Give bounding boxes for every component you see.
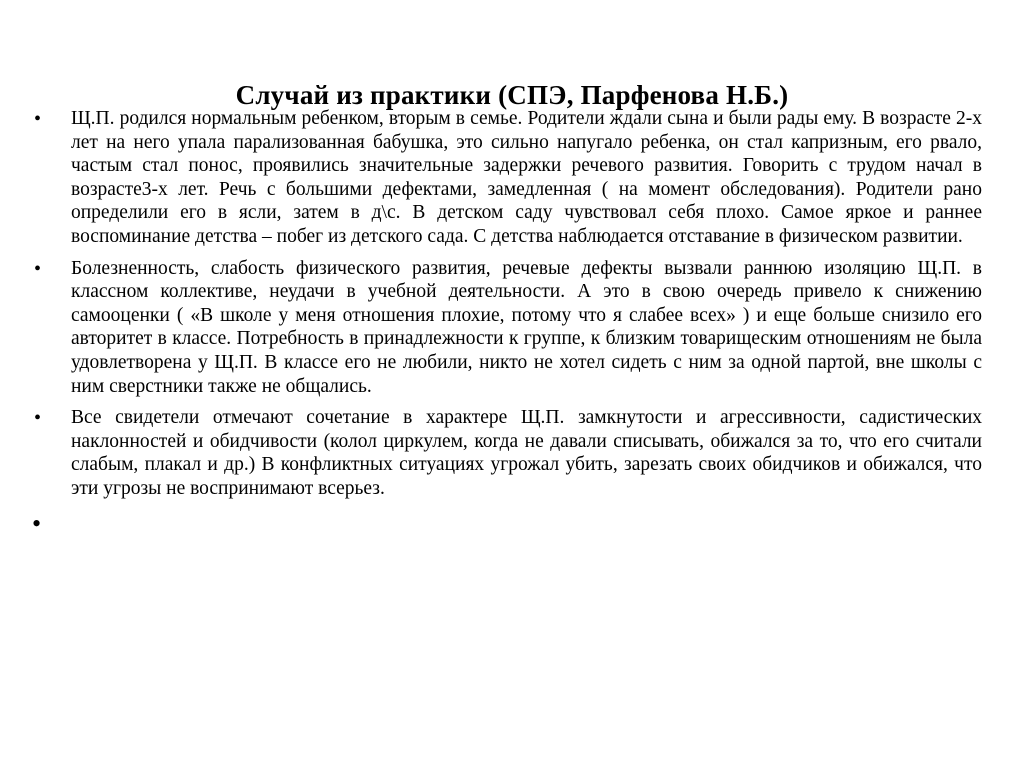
bullet-item-1 — [0, 107, 1024, 249]
bullet-item-empty — [0, 508, 1024, 538]
bullet-list — [0, 107, 1024, 540]
bullet-dot-icon: • — [34, 407, 42, 430]
bullet-dot-icon: • — [32, 508, 42, 538]
slide-title: Случай из практики (СПЭ, Парфенова Н.Б.) — [235, 80, 789, 110]
bullet-dot-icon: • — [34, 108, 42, 130]
bullet-text: Болезненность, слабость физического развития, речевые дефекты вызвали раннюю изоляцию Щ.П. в классном коллективе, неудачи в учебной деятельности. А это в свою очередь привело к снижению самооценки ( «В школе у меня отношения плохие, потому что я слабее всех» ) и еще больше снизило его авторитет в классе. Потребность в принадлежности к группе, к близким товарищеским отношениям не была удовлетворена у Щ.П. В классе его не любили, никто не хотел сидеть с ним за одной партой, вне школы с ним сверстники также не общались. — [71, 257, 982, 397]
bullet-item-3 — [0, 406, 1024, 500]
bullet-dot-icon: • — [34, 257, 42, 280]
bullet-text-empty — [71, 509, 982, 533]
bullet-text: Щ.П. родился нормальным ребенком, вторым в семье. Родители ждали сына и были рады ему. В возрасте 2-х лет на него упала парализованная бабушка, это сильно напугало ребенка, он стал капризным, его рвало, частым стал понос, проявились значительные задержки речевого развития. Говорить с трудом начал в возрасте3-х лет. Речь с большими дефектами, замедленная ( на момент обследования). Родители рано определили его в ясли, затем в д\с. В детском саду чувствовал себя плохо. Самое яркое и раннее воспоминание детства – побег из детского сада. С детства наблюдается отставание в физическом развитии. — [71, 108, 982, 247]
bullet-item-2 — [0, 257, 1024, 399]
bullet-text: Все свидетели отмечают сочетание в характере Щ.П. замкнутости и агрессивности, садистических наклонностей и обидчивости (колол циркулем, когда не давали списывать, обижался за то, что его считали слабым, плакал и др.) В конфликтных ситуациях угрожал убить, зарезать своих обидчиков и обижался, что эти угрозы не воспринимают всерьез. — [71, 407, 982, 499]
